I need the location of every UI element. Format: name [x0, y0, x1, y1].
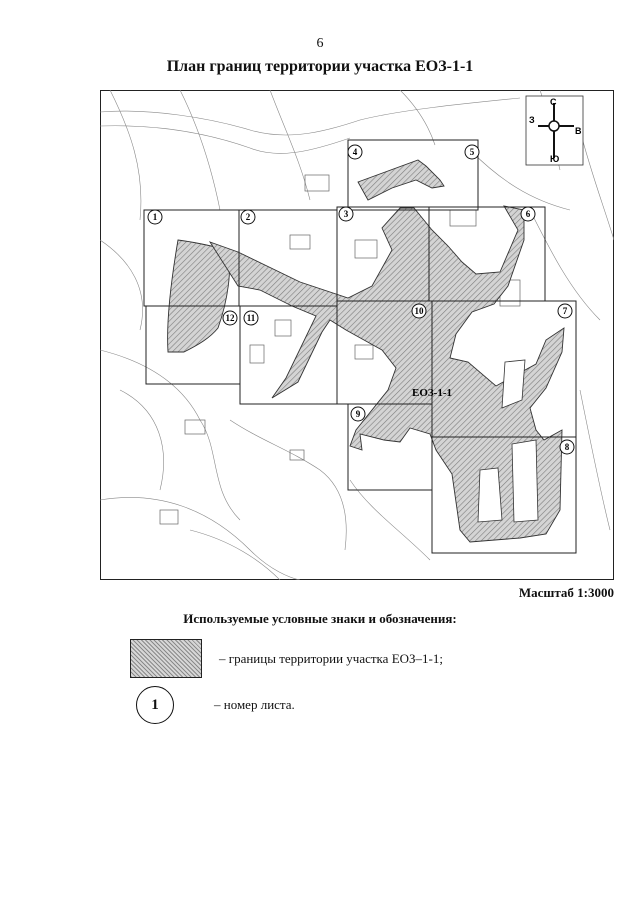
compass-east: В: [575, 126, 582, 136]
sheet-number: 1: [152, 212, 158, 222]
compass-north: С: [550, 97, 557, 107]
sheet-number: 3: [343, 209, 349, 219]
compass-south: Ю: [550, 154, 560, 164]
sheet-number: 8: [564, 442, 570, 452]
sheet-number: 7: [562, 306, 568, 316]
sheet-number-symbol: 1: [136, 686, 174, 724]
hatch-swatch-icon: [130, 639, 202, 678]
sheet-number: 12: [225, 313, 235, 323]
compass-icon: [526, 96, 583, 165]
sheet-number: 10: [414, 306, 424, 316]
site-label: ЕОЗ-1-1: [411, 387, 453, 399]
legend-item-text: – границы территории участка ЕОЗ–1-1;: [219, 650, 443, 666]
page-number: 6: [316, 36, 324, 51]
compass-west: З: [529, 115, 535, 125]
map-scale: Масштаб 1:3000: [518, 585, 614, 600]
legend-title: Используемые условные знаки и обозначения:: [183, 611, 457, 626]
sheet-number: 6: [525, 209, 531, 219]
sheet-number: 2: [245, 212, 251, 222]
legend-item-text: – номер листа.: [214, 697, 295, 712]
page-title: План границ территории участка ЕОЗ-1-1: [166, 58, 474, 75]
legend-item: [130, 639, 443, 678]
map: [100, 90, 614, 580]
sheet-number: 5: [469, 147, 475, 157]
sheet-number: 4: [352, 147, 358, 157]
sheet-number: 9: [355, 409, 361, 419]
legend-item: [130, 686, 295, 724]
sheet-number: 11: [246, 313, 256, 323]
